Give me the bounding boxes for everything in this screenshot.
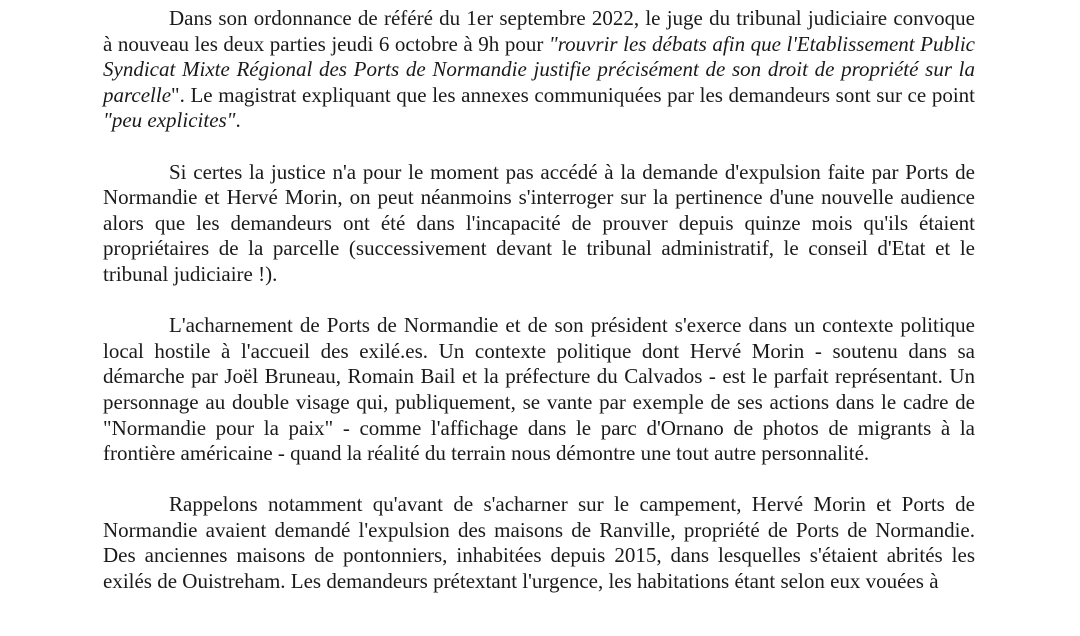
quote-segment: "rouvrir les débats afin que l'Etablissement Public Syndicat Mixte Régional des Ports de Normandie justifie précisément de son droit de propriété sur la parcelle — [103, 31, 975, 107]
quote-segment: "peu explicites" — [103, 108, 236, 133]
text-segment: . — [235, 108, 241, 133]
paragraph-rappelons — [103, 492, 975, 594]
paragraph-justice — [103, 160, 975, 288]
text-segment: Dans son ordonnance de référé du 1er septembre 2022, le juge du tribunal judiciaire convoque à nouveau les deux parties jeudi 6 octobre à 9h pour — [103, 6, 975, 56]
text-segment: ". Le magistrat expliquant que les annexes communiquées par les demandeurs sont sur ce point — [171, 82, 975, 107]
paragraph-acharnement — [103, 313, 975, 467]
document-page — [103, 6, 975, 595]
paragraph-ordonnance — [103, 6, 975, 134]
text-segment: L'acharnement de Ports de Normandie et de son président s'exerce dans un contexte politique local hostile à l'accueil des exilé.es. Un contexte politique dont Hervé Morin - soutenu dans sa démarche par Joël Bruneau, Romain Bail et la préfecture du Calvados - est le parfait représentant. Un personnage au double visage qui, publiquement, se vante par exemple de ses actions dans le cadre de "Normandie pour la paix" - comme l'affichage dans le parc d'Ornano de photos de migrants à la frontière américaine - quand la réalité du terrain nous démontre une tout autre personnalité. — [103, 313, 975, 466]
text-segment: Rappelons notamment qu'avant de s'acharner sur le campement, Hervé Morin et Ports de Normandie avaient demandé l'expulsion des maisons de Ranville, propriété de Ports de Normandie. Des anciennes maisons de pontonniers, inhabitées depuis 2015, dans lesquelles s'étaient abrités les exilés de Ouistreham. Les demandeurs prétextant l'urgence, les habitations étant selon eux vouées à — [103, 492, 975, 594]
text-segment: Si certes la justice n'a pour le moment pas accédé à la demande d'expulsion faite par Ports de Normandie et Hervé Morin, on peut néanmoins s'interroger sur la pertinence d'une nouvelle audience alors que les demandeurs ont été dans l'incapacité de prouver depuis quinze mois qu'ils étaient propriétaires de la parcelle (successivement devant le tribunal administratif, le conseil d'Etat et le tribunal judiciaire !). — [103, 159, 975, 286]
